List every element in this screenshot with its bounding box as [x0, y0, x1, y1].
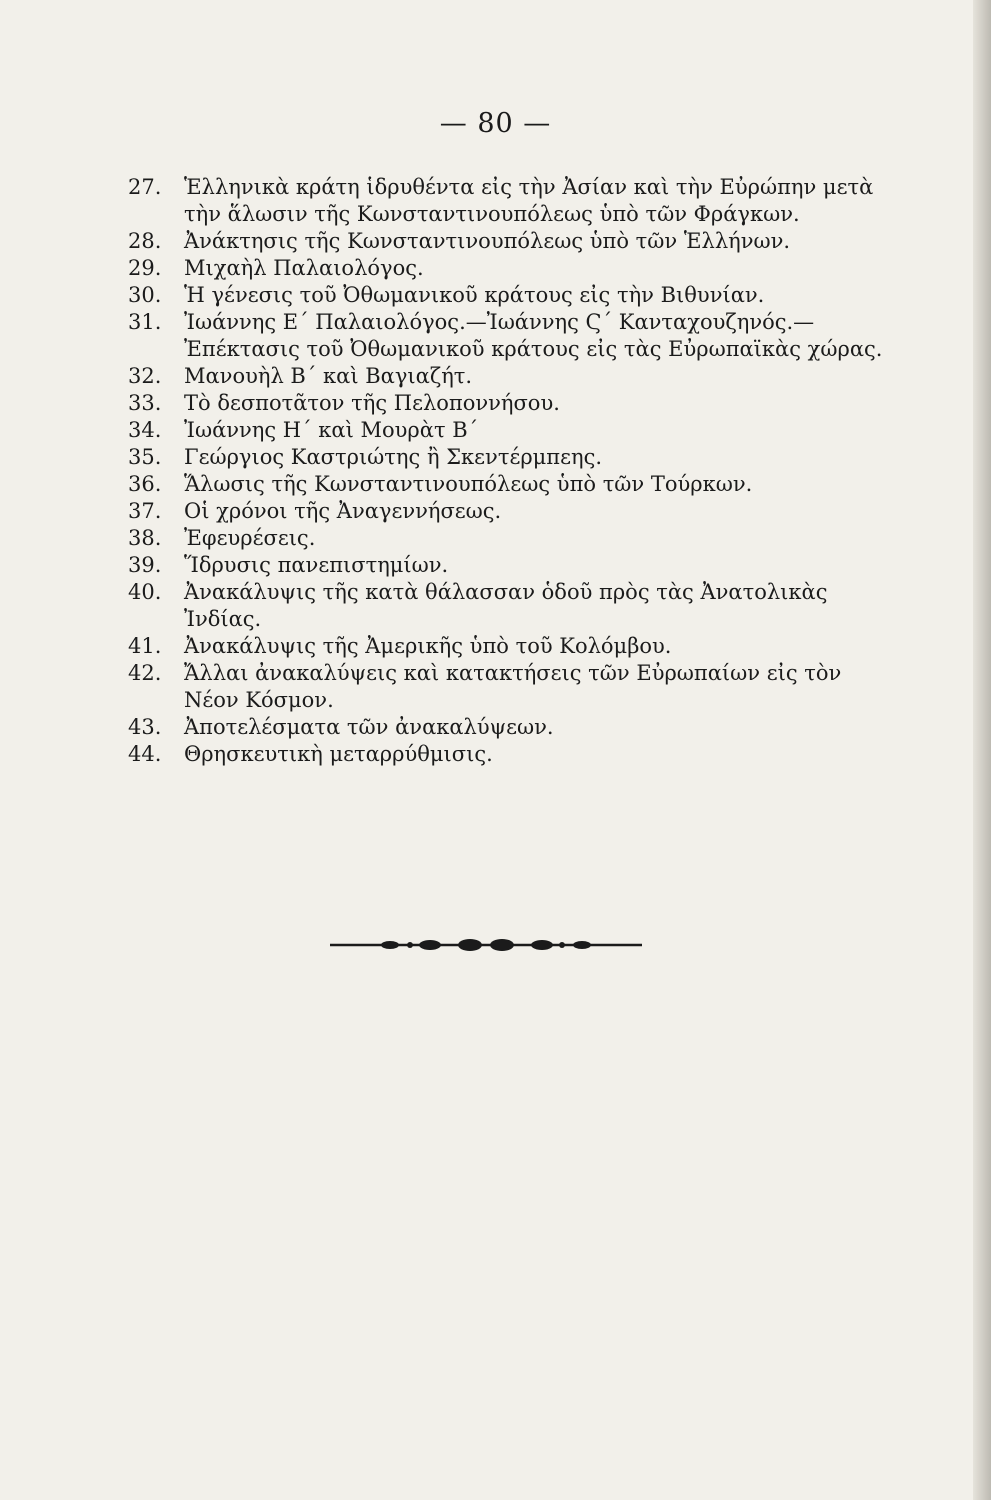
toc-entry-number: 30.: [128, 283, 162, 307]
toc-entry: [128, 417, 898, 444]
ornamental-rule-icon: [330, 930, 642, 960]
toc-entry-number: 36.: [128, 472, 162, 496]
toc-entry: [128, 228, 898, 255]
toc-entry-text: Ἡ γένεσις τοῦ Ὀθωμανικοῦ κράτους εἰς τὴν Βιθυνίαν.: [184, 283, 765, 307]
toc-entry: [128, 633, 898, 660]
toc-entry: [128, 579, 898, 633]
toc-entry: [128, 552, 898, 579]
toc-entry-number: 41.: [128, 634, 162, 658]
toc-entry: [128, 174, 898, 228]
toc-entry-number: 28.: [128, 229, 162, 253]
toc-entry-text: Ἀποτελέσματα τῶν ἀνακαλύψεων.: [184, 715, 554, 739]
toc-entry-number: 42.: [128, 661, 162, 685]
toc-entry-text: Γεώργιος Καστριώτης ἢ Σκεντέρμπεης.: [184, 445, 603, 469]
toc-entry-number: 29.: [128, 256, 162, 280]
toc-entry-text: Ἀνάκτησις τῆς Κωνσταντινουπόλεως ὑπὸ τῶν Ἑλλήνων.: [184, 229, 791, 253]
toc-entry-number: 40.: [128, 580, 162, 604]
toc-entry: [128, 525, 898, 552]
toc-entry: [128, 282, 898, 309]
toc-entry-text: Θρησκευτικὴ μεταρρύθμισις.: [184, 742, 493, 766]
toc-entry-text: Οἱ χρόνοι τῆς Ἀναγεννήσεως.: [184, 499, 502, 523]
page-number: — 80 —: [439, 108, 552, 139]
toc-entry: [128, 741, 898, 768]
toc-entry-number: 43.: [128, 715, 162, 739]
toc-entry: [128, 390, 898, 417]
toc-entry-number: 33.: [128, 391, 162, 415]
toc-entry-text: Μανουὴλ Β΄ καὶ Βαγιαζήτ.: [184, 364, 473, 388]
toc-entry-text: Ἀνακάλυψις τῆς Ἀμερικῆς ὑπὸ τοῦ Κολόμβου.: [184, 634, 672, 658]
toc-entry-text: Τὸ δεσποτᾶτον τῆς Πελοποννήσου.: [184, 391, 560, 415]
toc-entry-text: Ἐφευρέσεις.: [184, 526, 316, 550]
toc-entry: [128, 498, 898, 525]
toc-entry: [128, 255, 898, 282]
toc-entry: [128, 471, 898, 498]
toc-entry-text: Ἵδρυσις πανεπιστημίων.: [184, 553, 449, 577]
toc-entry-number: 44.: [128, 742, 162, 766]
table-of-contents: [128, 174, 898, 768]
toc-entry: [128, 363, 898, 390]
toc-entry: [128, 444, 898, 471]
toc-entry-number: 34.: [128, 418, 162, 442]
toc-entry-number: 35.: [128, 445, 162, 469]
toc-entry-text: Μιχαὴλ Παλαιολόγος.: [184, 256, 424, 280]
toc-entry-text: Ἀνακάλυψις τῆς κατὰ θάλασσαν ὁδοῦ πρὸς τὰς Ἀνατολικὰς Ἰνδίας.: [184, 580, 828, 631]
toc-entry-number: 37.: [128, 499, 162, 523]
toc-entry-text: Ἄλλαι ἀνακαλύψεις καὶ κατακτήσεις τῶν Εὐρωπαίων εἰς τὸν Νέον Κόσμον.: [184, 661, 842, 712]
toc-entry-number: 27.: [128, 175, 162, 199]
toc-entry-text: Ἰωάννης Ε΄ Παλαιολόγος.—Ἰωάννης Ϛ΄ Κανταχουζηνός.—Ἐπέκτασις τοῦ Ὀθωμανικοῦ κράτους εἰς τὰς Εὐρωπαϊκὰς χώρας.: [184, 310, 883, 361]
toc-entry-number: 38.: [128, 526, 162, 550]
page-edge-shadow: [973, 0, 991, 1500]
toc-entry: [128, 660, 898, 714]
toc-entry-number: 32.: [128, 364, 162, 388]
toc-entry: [128, 714, 898, 741]
toc-entry-text: Ἅλωσις τῆς Κωνσταντινουπόλεως ὑπὸ τῶν Τούρκων.: [184, 472, 753, 496]
toc-entry: [128, 309, 898, 363]
toc-entry-number: 31.: [128, 310, 162, 334]
toc-entry-text: Ἰωάννης Η΄ καὶ Μουρὰτ Β΄: [184, 418, 479, 442]
toc-entry-text: Ἑλληνικὰ κράτη ἱδρυθέντα εἰς τὴν Ἀσίαν καὶ τὴν Εὐρώπην μετὰ τὴν ἅλωσιν τῆς Κωνσταντινουπόλεως ὑπὸ τῶν Φράγκων.: [184, 175, 874, 226]
toc-entry-number: 39.: [128, 553, 162, 577]
